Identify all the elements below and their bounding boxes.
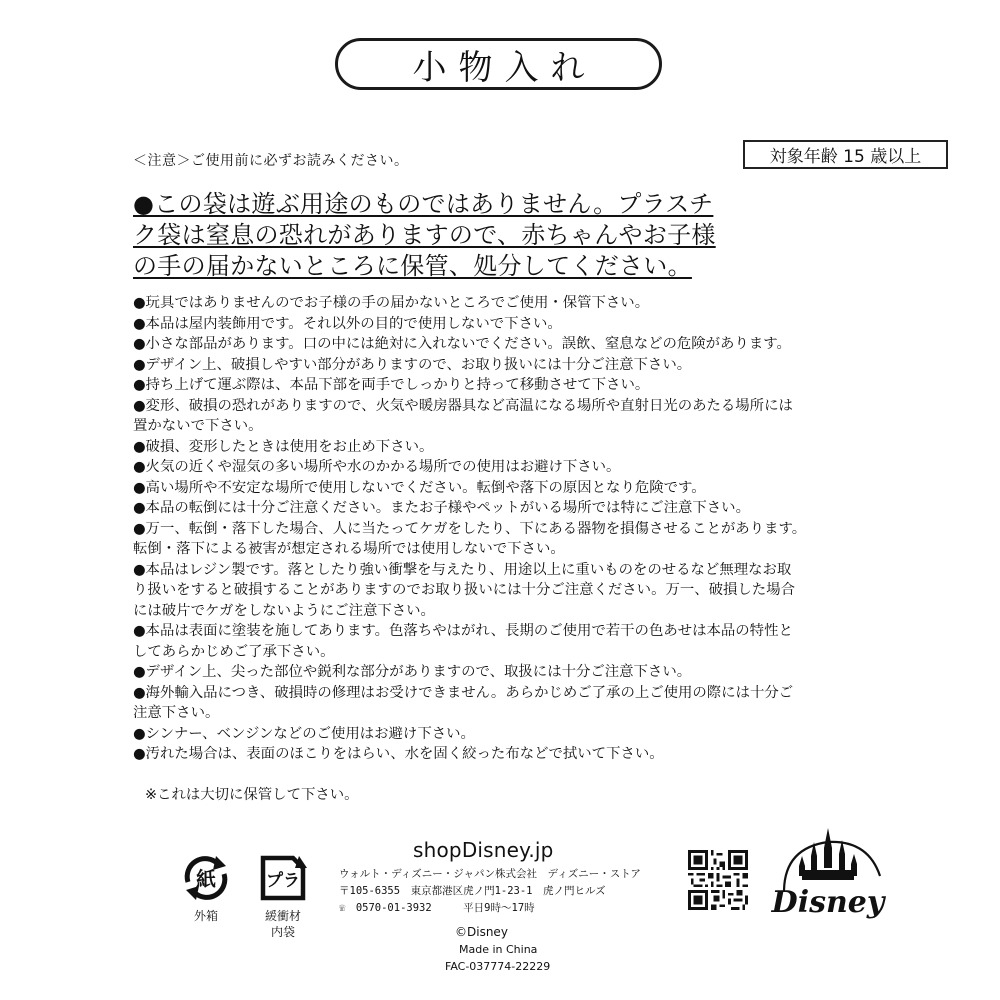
company-info	[339, 866, 641, 917]
page-title: 小物入れ	[412, 47, 597, 88]
plastic-recycle-mark	[250, 852, 316, 940]
caution-item: ●変形、破損の恐れがありますので、火気や暖房器具など高温になる場所や直射日光のあたる場所には 置かないで下さい。	[133, 397, 793, 434]
caution-item: ●シンナー、ベンジンなどのご使用はお避け下さい。	[133, 725, 475, 742]
recycle-arrows-icon	[178, 852, 234, 904]
disney-wordmark: Disney	[771, 885, 885, 920]
paper-mark-label: 外箱	[193, 909, 218, 923]
plastic-mark-label-1: 緩衝材	[264, 909, 301, 923]
caution-item: ●本品は屋内装飾用です。それ以外の目的で使用しないで下さい。	[133, 315, 562, 332]
caution-item: ●火気の近くや湿気の多い場所や水のかかる場所での使用はお避け下さい。	[133, 459, 621, 475]
bag-warning	[133, 189, 783, 282]
caution-item: ●本品は表面に塗装を施してあります。色落ちやはがれ、長期のご使用で若干の色あせは本品の特性と してあらかじめご了承下さい。	[133, 623, 793, 660]
caution-item: ●玩具ではありませんのでお子様の手の届かないところでご使用・保管下さい。	[133, 295, 650, 311]
bag-warning-line: の手の届かないところに保管、処分してください。	[133, 252, 692, 280]
company-name: ウォルト・ディズニー・ジャパン株式会社 ディズニー・ストア	[339, 868, 641, 880]
plastic-recycle-icon	[255, 852, 311, 904]
paper-mark-text: 紙	[196, 867, 216, 891]
caution-item: ●万一、転倒・落下した場合、人に当たってケガをしたり、下にある器物を損傷させることがあります。 転倒・落下による被害が想定される場所では使用しないで下さい。	[133, 520, 807, 557]
age-label: 対象年齢 15 歳以上	[743, 140, 948, 169]
company-address: 〒105-6355 東京都港区虎ノ門1-23-1 虎ノ門ヒルズ	[339, 885, 606, 897]
caution-item: ●本品はレジン製です。落としたり強い衝撃を与えたり、用途以上に重いものをのせるなど無理なお取 り扱いをすると破損することがありますのでお取り扱いには十分ご注意ください。万一、破損した場合 には破片でケガをしないようにご注意下さい。	[133, 561, 795, 619]
bag-warning-line: ク袋は窒息の恐れがありますので、赤ちゃんやお子様	[133, 221, 716, 249]
paper-recycle-mark	[173, 852, 239, 924]
caution-item: ●小さな部品があります。口の中には絶対に入れないでください。誤飲、窒息などの危険があります。	[133, 336, 791, 352]
caution-header: ＜注意＞ご使用前に必ずお読みください。	[133, 153, 409, 169]
caution-item: ●持ち上げて運ぶ際は、本品下部を両手でしっかりと持って移動させて下さい。	[133, 377, 650, 393]
caution-item: ●海外輸入品につき、破損時の修理はお受けできません。あらかじめご了承の上ご使用の際には十分ご 注意下さい。	[133, 684, 794, 721]
company-phone: ☏ 0570-01-3932 平日9時～17時	[339, 902, 535, 914]
made-in: Made in China	[459, 943, 538, 956]
caution-item: ●高い場所や不安定な場所で使用しないでください。転倒や落下の原因となり危険です。	[133, 479, 706, 496]
qr-code-icon	[688, 850, 748, 910]
disney-castle-logo	[766, 826, 890, 926]
caution-item: ●デザイン上、破損しやすい部分がありますので、お取り扱いには十分ご注意下さい。	[133, 356, 692, 373]
copyright: ©Disney	[455, 925, 508, 939]
shop-url: shopDisney.jp	[413, 838, 554, 862]
caution-item: ●本品の転倒には十分ご注意ください。またお子様やペットがいる場所では特にご注意下さい。	[133, 500, 750, 516]
title-box	[335, 38, 662, 90]
bag-warning-line: ●この袋は遊ぶ用途のものではありません。プラスチ	[133, 190, 714, 218]
keep-note: ※これは大切に保管して下さい。	[145, 787, 359, 803]
caution-item: ●デザイン上、尖った部位や鋭利な部分がありますので、取扱には十分ご注意下さい。	[133, 664, 692, 680]
plastic-mark-label-2: 内袋	[270, 925, 295, 939]
plastic-mark-text: プラ	[266, 871, 300, 891]
caution-item: ●汚れた場合は、表面のほこりをはらい、水を固く絞った布などで拭いて下さい。	[133, 746, 664, 762]
caution-item: ●破損、変形したときは使用をお止め下さい。	[133, 438, 434, 455]
product-code: FAC-037774-22229	[445, 960, 551, 973]
caution-list	[133, 293, 893, 765]
